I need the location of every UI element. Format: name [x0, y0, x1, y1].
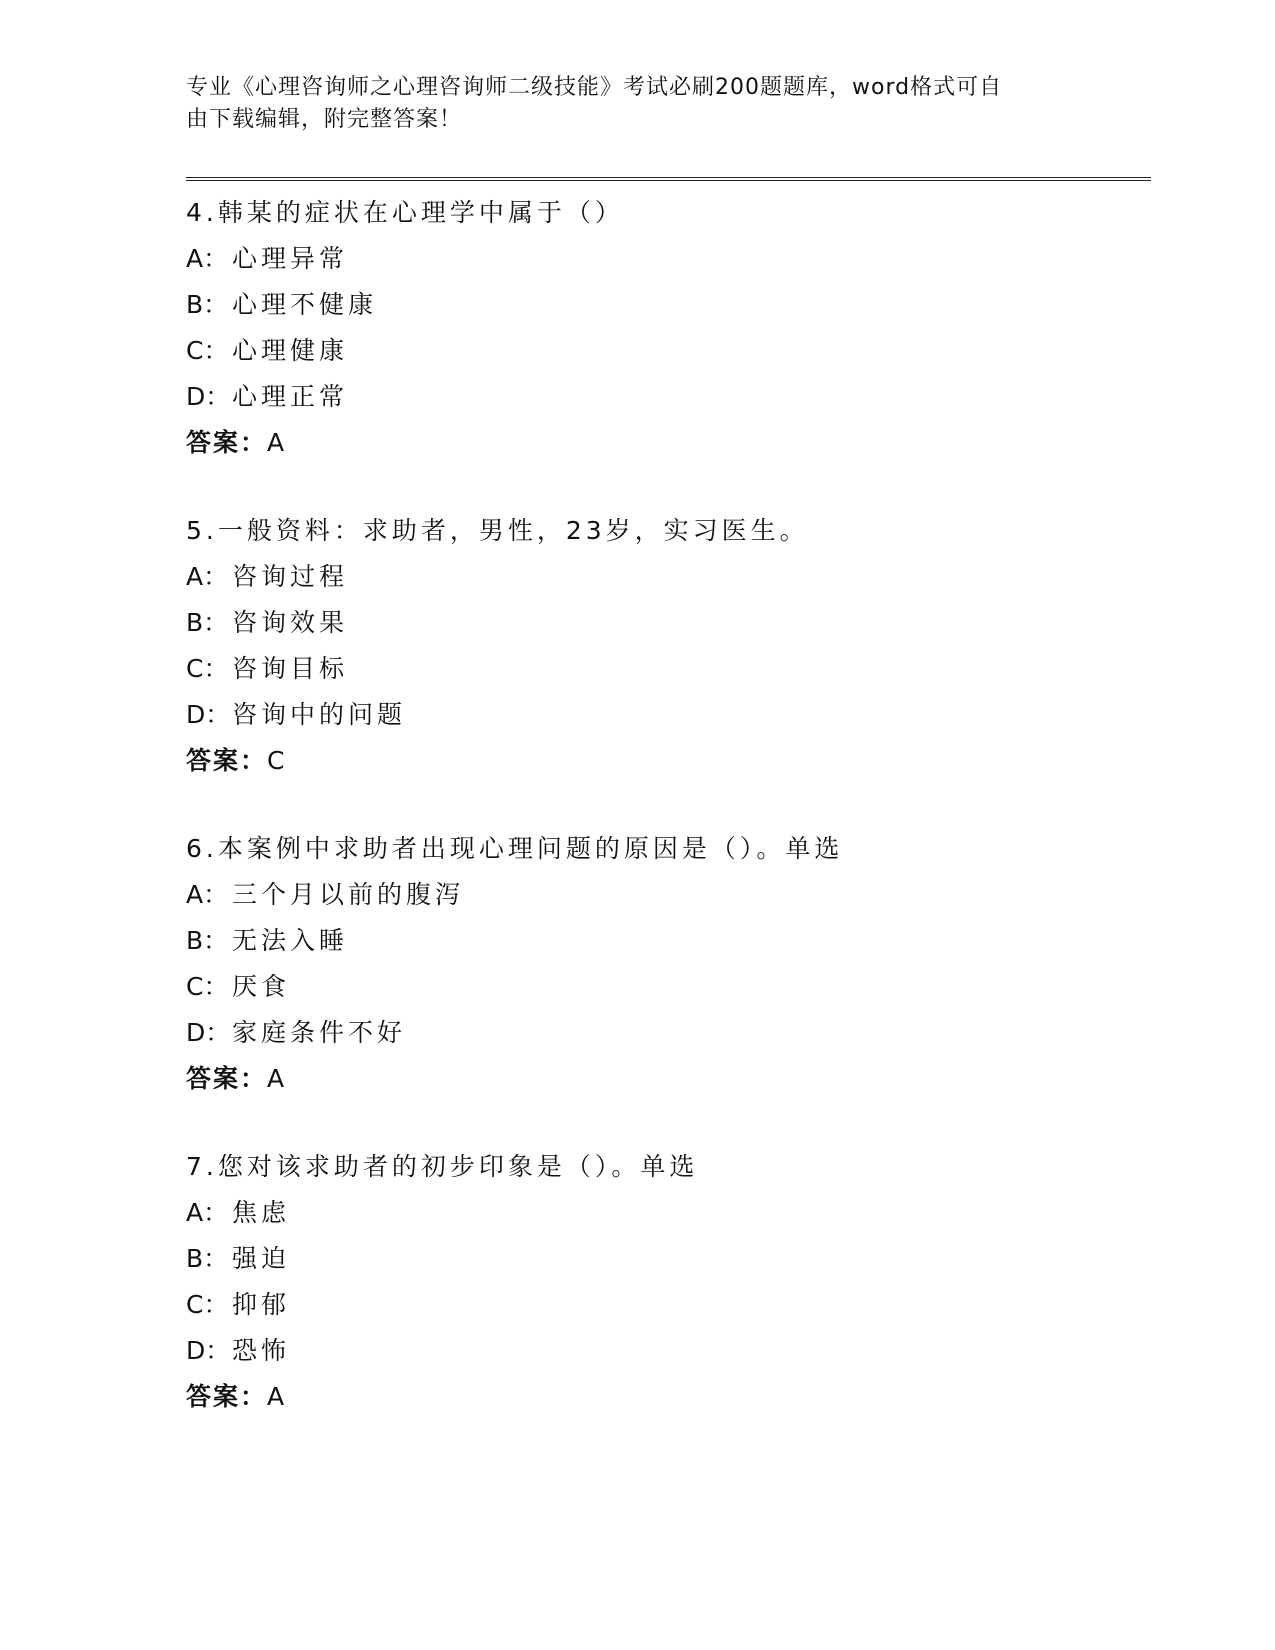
- option-text: 无法入睡: [232, 926, 349, 955]
- question-7: [186, 1144, 1151, 1420]
- question-list: [186, 190, 1151, 1462]
- question-stem: 4.韩某的症状在心理学中属于（）: [186, 198, 624, 227]
- option-text: 厌食: [232, 972, 291, 1001]
- option-letter: D：: [186, 700, 231, 729]
- answer-value: A: [267, 1382, 289, 1411]
- question-stem: 5.一般资料：求助者，男性，23岁，实习医生。: [186, 516, 809, 545]
- option-b: [186, 1236, 1151, 1282]
- option-letter: D：: [186, 1018, 231, 1047]
- option-d: [186, 1010, 1151, 1056]
- option-d: [186, 692, 1151, 738]
- option-text: 心理异常: [232, 244, 349, 273]
- option-letter: A：: [186, 880, 229, 909]
- header-line-2: 由下载编辑，附完整答案！: [186, 107, 463, 132]
- option-letter: C：: [186, 654, 229, 683]
- option-c: [186, 964, 1151, 1010]
- answer-value: C: [267, 746, 289, 775]
- option-text: 三个月以前的腹泻: [232, 880, 465, 909]
- option-letter: C：: [186, 336, 229, 365]
- question-stem: 6.本案例中求助者出现心理问题的原因是（）。单选: [186, 834, 844, 863]
- option-text: 强迫: [232, 1244, 291, 1273]
- option-letter: B：: [186, 1244, 229, 1273]
- option-a: [186, 872, 1151, 918]
- question-5: [186, 508, 1151, 784]
- option-text: 咨询效果: [232, 608, 349, 637]
- option-c: [186, 1282, 1151, 1328]
- answer-label: 答案：: [186, 1382, 268, 1411]
- option-letter: A：: [186, 562, 229, 591]
- option-letter: A：: [186, 244, 229, 273]
- option-text: 咨询中的问题: [232, 700, 407, 729]
- option-letter: C：: [186, 1290, 229, 1319]
- option-letter: D：: [186, 1336, 231, 1365]
- answer-line: [186, 420, 1151, 466]
- option-a: [186, 236, 1151, 282]
- answer-label: 答案：: [186, 746, 268, 775]
- option-b: [186, 282, 1151, 328]
- option-b: [186, 600, 1151, 646]
- document-header: [186, 72, 1066, 136]
- option-text: 家庭条件不好: [232, 1018, 407, 1047]
- answer-line: [186, 1374, 1151, 1420]
- option-c: [186, 646, 1151, 692]
- answer-value: A: [267, 428, 289, 457]
- option-letter: C：: [186, 972, 229, 1001]
- option-text: 咨询过程: [232, 562, 349, 591]
- header-divider: [186, 177, 1151, 181]
- answer-line: [186, 1056, 1151, 1102]
- option-text: 心理健康: [232, 336, 349, 365]
- option-a: [186, 554, 1151, 600]
- answer-label: 答案：: [186, 1064, 268, 1093]
- question-4: [186, 190, 1151, 466]
- option-d: [186, 374, 1151, 420]
- option-text: 焦虑: [232, 1198, 291, 1227]
- option-d: [186, 1328, 1151, 1374]
- option-text: 心理正常: [232, 382, 349, 411]
- option-b: [186, 918, 1151, 964]
- option-text: 心理不健康: [232, 290, 378, 319]
- option-letter: B：: [186, 926, 229, 955]
- option-letter: D：: [186, 382, 231, 411]
- option-text: 恐怖: [232, 1336, 291, 1365]
- option-a: [186, 1190, 1151, 1236]
- header-line-1: 专业《心理咨询师之心理咨询师二级技能》考试必刷200题题库，word格式可自: [186, 75, 1003, 100]
- answer-label: 答案：: [186, 428, 268, 457]
- answer-value: A: [267, 1064, 289, 1093]
- question-6: [186, 826, 1151, 1102]
- option-letter: B：: [186, 290, 229, 319]
- option-letter: B：: [186, 608, 229, 637]
- answer-line: [186, 738, 1151, 784]
- option-c: [186, 328, 1151, 374]
- option-text: 抑郁: [232, 1290, 291, 1319]
- option-text: 咨询目标: [232, 654, 349, 683]
- question-stem: 7.您对该求助者的初步印象是（）。单选: [186, 1152, 699, 1181]
- option-letter: A：: [186, 1198, 229, 1227]
